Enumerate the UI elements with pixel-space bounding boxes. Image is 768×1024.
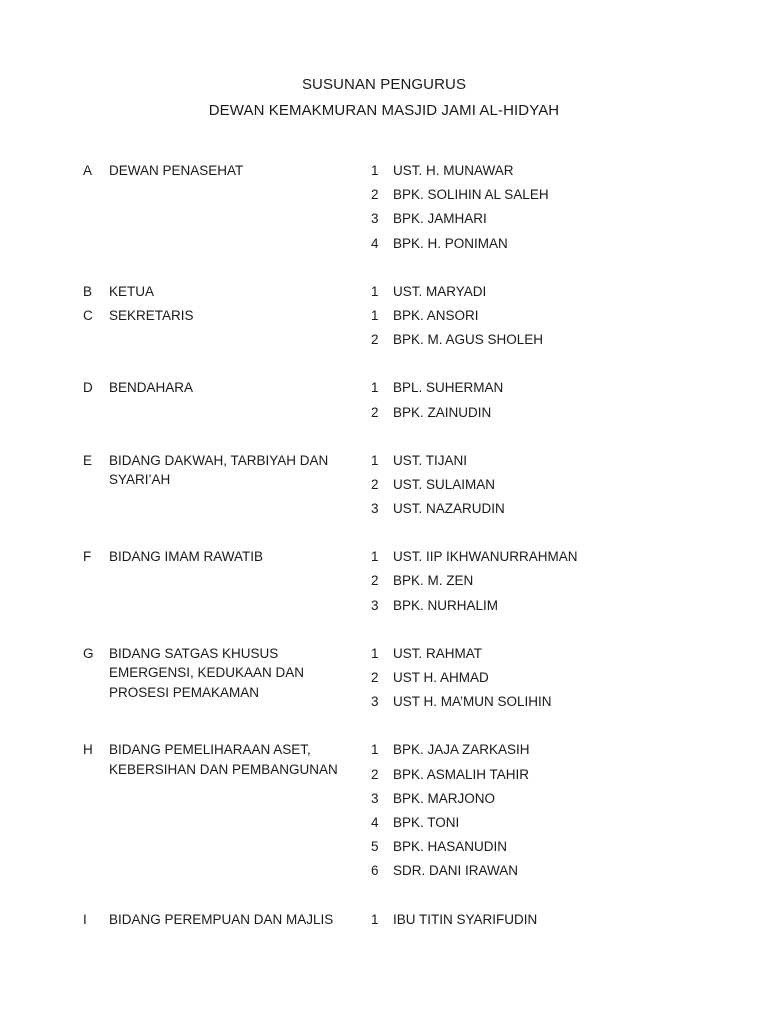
member-list (371, 547, 751, 620)
member-row (371, 910, 751, 934)
member-name: SDR. DANI IRAWAN (393, 863, 519, 879)
member-name: UST. H. MUNAWAR (393, 163, 514, 178)
member-name: UST. NAZARUDIN (393, 501, 505, 517)
member-name: BPK. JAMHARI (393, 211, 487, 227)
section-letter: F (83, 549, 92, 565)
member-row (371, 378, 751, 402)
section-letter: D (83, 380, 93, 396)
member-number: 5 (371, 839, 379, 855)
section-c (0, 306, 768, 354)
section-letter: C (83, 307, 93, 323)
member-number: 2 (371, 332, 379, 348)
member-number: 1 (371, 742, 379, 758)
member-number: 3 (371, 501, 379, 517)
member-name: UST. MARYADI (393, 283, 487, 299)
member-row (371, 306, 751, 330)
member-number: 3 (371, 597, 379, 613)
section-title: SEKRETARIS (109, 307, 194, 323)
section-letter: A (83, 163, 93, 178)
member-name: BPK. ANSORI (393, 307, 479, 323)
member-name: UST. RAHMAT (393, 645, 483, 661)
member-name: BPL. SUHERMAN (393, 380, 504, 396)
member-number: 2 (371, 187, 379, 203)
member-name: UST H. AHMAD (393, 670, 489, 685)
section-letter: H (83, 742, 93, 758)
member-number: 3 (371, 211, 379, 227)
member-row (371, 789, 751, 813)
member-name: BPK. M. AGUS SHOLEH (393, 332, 544, 348)
member-list (371, 644, 751, 717)
document-title: SUSUNAN PENGURUS (301, 76, 467, 93)
member-number: 2 (371, 404, 379, 420)
member-row (371, 644, 751, 668)
document-subtitle: DEWAN KEMAKMURAN MASJID JAMI AL-HIDYAH (208, 102, 560, 119)
member-row (371, 403, 751, 427)
section-f (0, 547, 768, 620)
member-row (371, 596, 751, 620)
member-number: 1 (371, 452, 379, 468)
section-d (0, 378, 768, 426)
member-row (371, 330, 751, 354)
member-row (371, 547, 751, 571)
section-title: KETUA (109, 283, 155, 299)
member-list (371, 282, 751, 306)
member-list (371, 306, 751, 354)
member-name: UST. SULAIMAN (393, 476, 496, 492)
section-b (0, 282, 768, 306)
member-name: UST. TIJANI (393, 452, 468, 468)
member-list (371, 740, 751, 885)
member-list (371, 161, 751, 258)
member-row (371, 209, 751, 233)
member-number: 1 (371, 380, 379, 396)
member-row (371, 765, 751, 789)
member-list (371, 910, 751, 934)
member-number: 1 (371, 283, 379, 299)
section-title: BENDAHARA (109, 380, 194, 396)
section-title: BIDANG SATGAS KHUSUS EMERGENSI, KEDUKAAN DAN PROSESI PEMAKAMAN (109, 645, 305, 700)
member-name: BPK. NURHALIM (393, 597, 499, 613)
member-name: BPK. JAJA ZARKASIH (393, 742, 530, 758)
member-number: 2 (371, 766, 379, 782)
member-number: 1 (371, 645, 379, 661)
section-h (0, 740, 768, 885)
section-letter: G (83, 645, 94, 661)
section-title: BIDANG IMAM RAWATIB (109, 549, 264, 565)
member-number: 1 (371, 911, 379, 927)
section-g (0, 644, 768, 717)
member-number: 1 (371, 549, 379, 565)
member-row (371, 740, 751, 764)
member-name: BPK. MARJONO (393, 790, 496, 806)
member-name: IBU TITIN SYARIFUDIN (393, 911, 538, 927)
section-a (0, 161, 768, 258)
member-name: BPK. TONI (393, 814, 460, 830)
committee-sections (0, 161, 768, 958)
section-title: BIDANG PEMELIHARAAN ASET, KEBERSIHAN DAN PEMBANGUNAN (109, 742, 338, 777)
member-row (371, 451, 751, 475)
section-e (0, 451, 768, 524)
member-name: BPK. ZAINUDIN (393, 404, 492, 420)
member-row (371, 161, 751, 185)
member-name: BPK. SOLIHIN AL SALEH (393, 187, 549, 203)
member-name: BPK. HASANUDIN (393, 839, 508, 855)
member-number: 2 (371, 573, 379, 589)
member-row (371, 499, 751, 523)
section-title: DEWAN PENASEHAT (109, 163, 244, 178)
section-letter: E (83, 452, 93, 468)
member-name: BPK. H. PONIMAN (393, 235, 508, 251)
member-row (371, 571, 751, 595)
member-number: 3 (371, 694, 379, 710)
member-number: 6 (371, 863, 379, 879)
member-row (371, 692, 751, 716)
member-number: 1 (371, 307, 379, 323)
member-number: 2 (371, 670, 379, 685)
member-list (371, 451, 751, 524)
member-row (371, 234, 751, 258)
section-title: BIDANG PEREMPUAN DAN MAJLIS (109, 911, 334, 927)
member-number: 3 (371, 790, 379, 806)
member-row (371, 282, 751, 306)
section-i (0, 910, 768, 934)
section-title: BIDANG DAKWAH, TARBIYAH DAN SYARI’AH (109, 452, 329, 488)
member-name: UST. IIP IKHWANURRAHMAN (393, 549, 578, 565)
member-row (371, 861, 751, 885)
member-number: 4 (371, 235, 379, 251)
member-number: 4 (371, 814, 379, 830)
member-row (371, 813, 751, 837)
member-name: BPK. M. ZEN (393, 573, 474, 589)
section-letter: B (83, 283, 93, 299)
member-name: UST H. MA’MUN SOLIHIN (393, 694, 552, 710)
member-number: 2 (371, 476, 379, 492)
member-number: 1 (371, 163, 379, 178)
member-row (371, 475, 751, 499)
member-row (371, 837, 751, 861)
member-list (371, 378, 751, 426)
member-row (371, 185, 751, 209)
section-letter: I (83, 911, 87, 927)
member-row (371, 668, 751, 692)
member-name: BPK. ASMALIH TAHIR (393, 766, 530, 782)
